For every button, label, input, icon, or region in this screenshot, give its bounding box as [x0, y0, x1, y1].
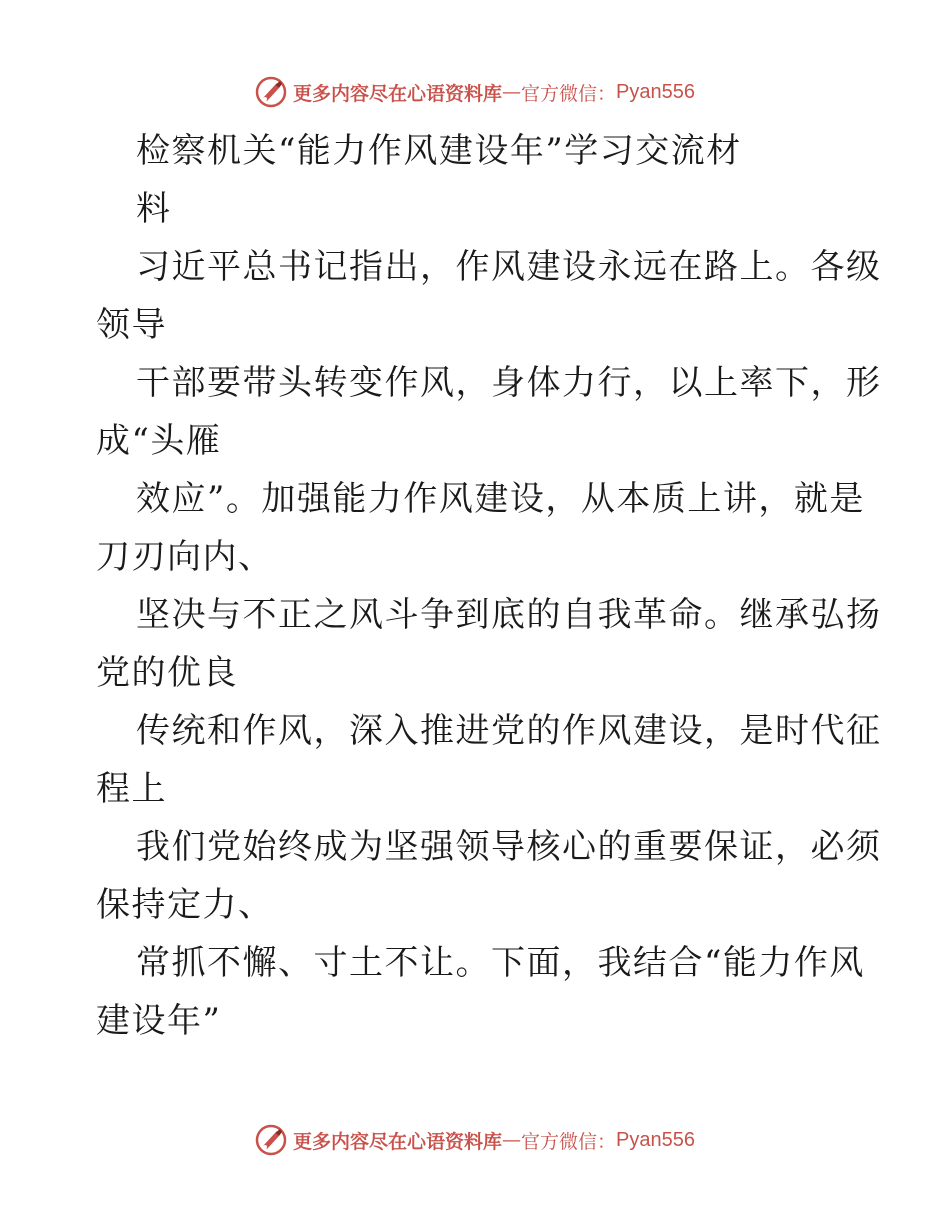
paragraph-line: 坚决与不正之风斗争到底的自我革命。继承弘扬 [136, 595, 882, 635]
paragraph-line: 领导 [96, 305, 167, 345]
brand-logo-icon [255, 1124, 287, 1156]
paragraph-line: 成“头雁 [96, 421, 222, 461]
title-line-2: 料 [136, 189, 172, 229]
banner-account: Pyan556 [616, 1128, 695, 1151]
banner-account: Pyan556 [616, 80, 695, 103]
paragraph-line: 干部要带头转变作风，身体力行，以上率下，形 [136, 363, 882, 403]
banner-wechat-label: 官方微信： [521, 1130, 617, 1153]
paragraph-line: 效应”。加强能力作风建设，从本质上讲，就是 [136, 479, 865, 519]
paragraph-line: 常抓不懈、寸土不让。下面，我结合“能力作风 [136, 943, 865, 983]
header-banner [0, 72, 950, 112]
title-line-1: 检察机关“能力作风建设年”学习交流材 [136, 131, 742, 171]
footer-banner [0, 1120, 950, 1160]
banner-wechat-label: 官方微信： [521, 82, 617, 105]
paragraph-line: 习近平总书记指出，作风建设永远在路上。各级 [136, 247, 882, 287]
banner-dash: — [502, 1129, 522, 1151]
banner-dash: — [502, 81, 522, 103]
paragraph-line: 保持定力、 [96, 885, 274, 925]
document-body [96, 122, 882, 1050]
paragraph-line: 传统和作风，深入推进党的作风建设，是时代征 [136, 711, 882, 751]
banner-slogan: 更多内容尽在心语资料库 [293, 1130, 503, 1153]
banner-slogan: 更多内容尽在心语资料库 [293, 82, 503, 105]
paragraph-line: 党的优良 [96, 653, 238, 693]
brand-logo-icon [255, 76, 287, 108]
paragraph-line: 建设年” [96, 1001, 222, 1041]
paragraph-line: 我们党始终成为坚强领导核心的重要保证，必须 [136, 827, 882, 867]
paragraph-line: 刀刃向内、 [96, 537, 274, 577]
paragraph-line: 程上 [96, 769, 167, 809]
